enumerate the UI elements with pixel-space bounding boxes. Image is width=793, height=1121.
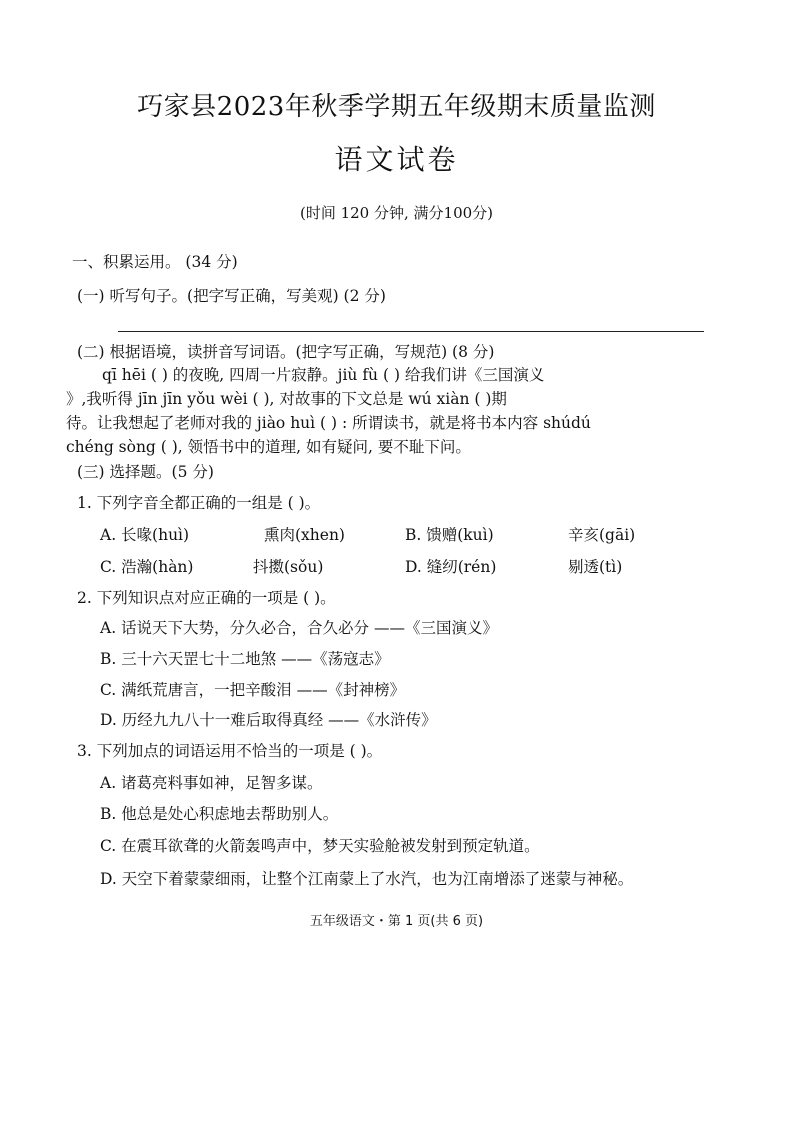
exam-time-score: (时间 120 分钟, 满分100分) [299,204,494,222]
passage-line: chéng sòng ( ), 领悟书中的道理, 如有疑问, 要不耻下问。 [66,438,471,456]
option-d: D. 天空下着蒙蒙细雨，让整个江南蒙上了水汽，也为江南增添了迷蒙与神秘。 [100,870,634,888]
option-b: B. 他总是处心积虑地去帮助别人。 [100,805,339,823]
dictation-answer-line [118,331,704,332]
part-heading-dictation: (一) 听写句子。(把字写正确，写美观) (2 分) [77,287,386,305]
option-a-word2: 熏肉(xhen) [264,526,345,544]
option-a: A. 长喙(huì) [100,526,190,544]
option-d: D. 历经九九八十一难后取得真经 ——《水浒传》 [100,711,437,729]
exam-subject-title: 语文试卷 [334,143,459,176]
part-heading-choice: (三) 选择题。(5 分) [77,463,214,481]
option-c: C. 浩瀚(hàn) [100,558,194,576]
option-d-word2: 剔透(tì) [568,558,623,576]
question-stem: 1. 下列字音全都正确的一组是 ( )。 [77,494,321,512]
option-b-word2: 辛亥(gāi) [568,526,636,544]
passage-line: 》,我听得 jīn jīn yǒu wèi ( ), 对故事的下文总是 wú xiàn ( )期 [66,390,507,408]
option-a: A. 诸葛亮料事如神，足智多谋。 [100,774,323,792]
option-b: B. 馈赠(kuì) [405,526,494,544]
part-heading-pinyin: (二) 根据语境，读拼音写词语。(把字写正确，写规范) (8 分) [77,343,495,361]
passage-line: 待。让我想起了老师对我的 jiào huì ( ) : 所谓读书，就是将书本内容 shúdú [66,414,591,432]
option-b: B. 三十六天罡七十二地煞 ——《荡寇志》 [100,650,390,668]
option-d: D. 缝纫(rén) [405,558,497,576]
question-stem: 2. 下列知识点对应正确的一项是 ( )。 [77,589,336,607]
exam-title: 巧家县2023年秋季学期五年级期末质量监测 [137,92,656,122]
passage-line: qī hēi ( ) 的夜晚, 四周一片寂静。jiù fù ( ) 给我们讲《三国演义 [102,366,545,384]
page-footer: 五年级语文・第 1 页(共 6 页) [309,914,484,929]
option-c: C. 在震耳欲聋的火箭轰鸣声中，梦天实验舱被发射到预定轨道。 [100,837,540,855]
question-stem: 3. 下列加点的词语运用不恰当的一项是 ( )。 [77,742,383,760]
option-c-word2: 抖擞(sǒu) [253,558,324,576]
option-c: C. 满纸荒唐言，一把辛酸泪 ——《封神榜》 [100,681,406,699]
section-heading-1: 一、积累运用。 (34 分) [72,253,238,271]
option-a: A. 话说天下大势，分久必合，合久必分 ——《三国演义》 [100,619,498,637]
